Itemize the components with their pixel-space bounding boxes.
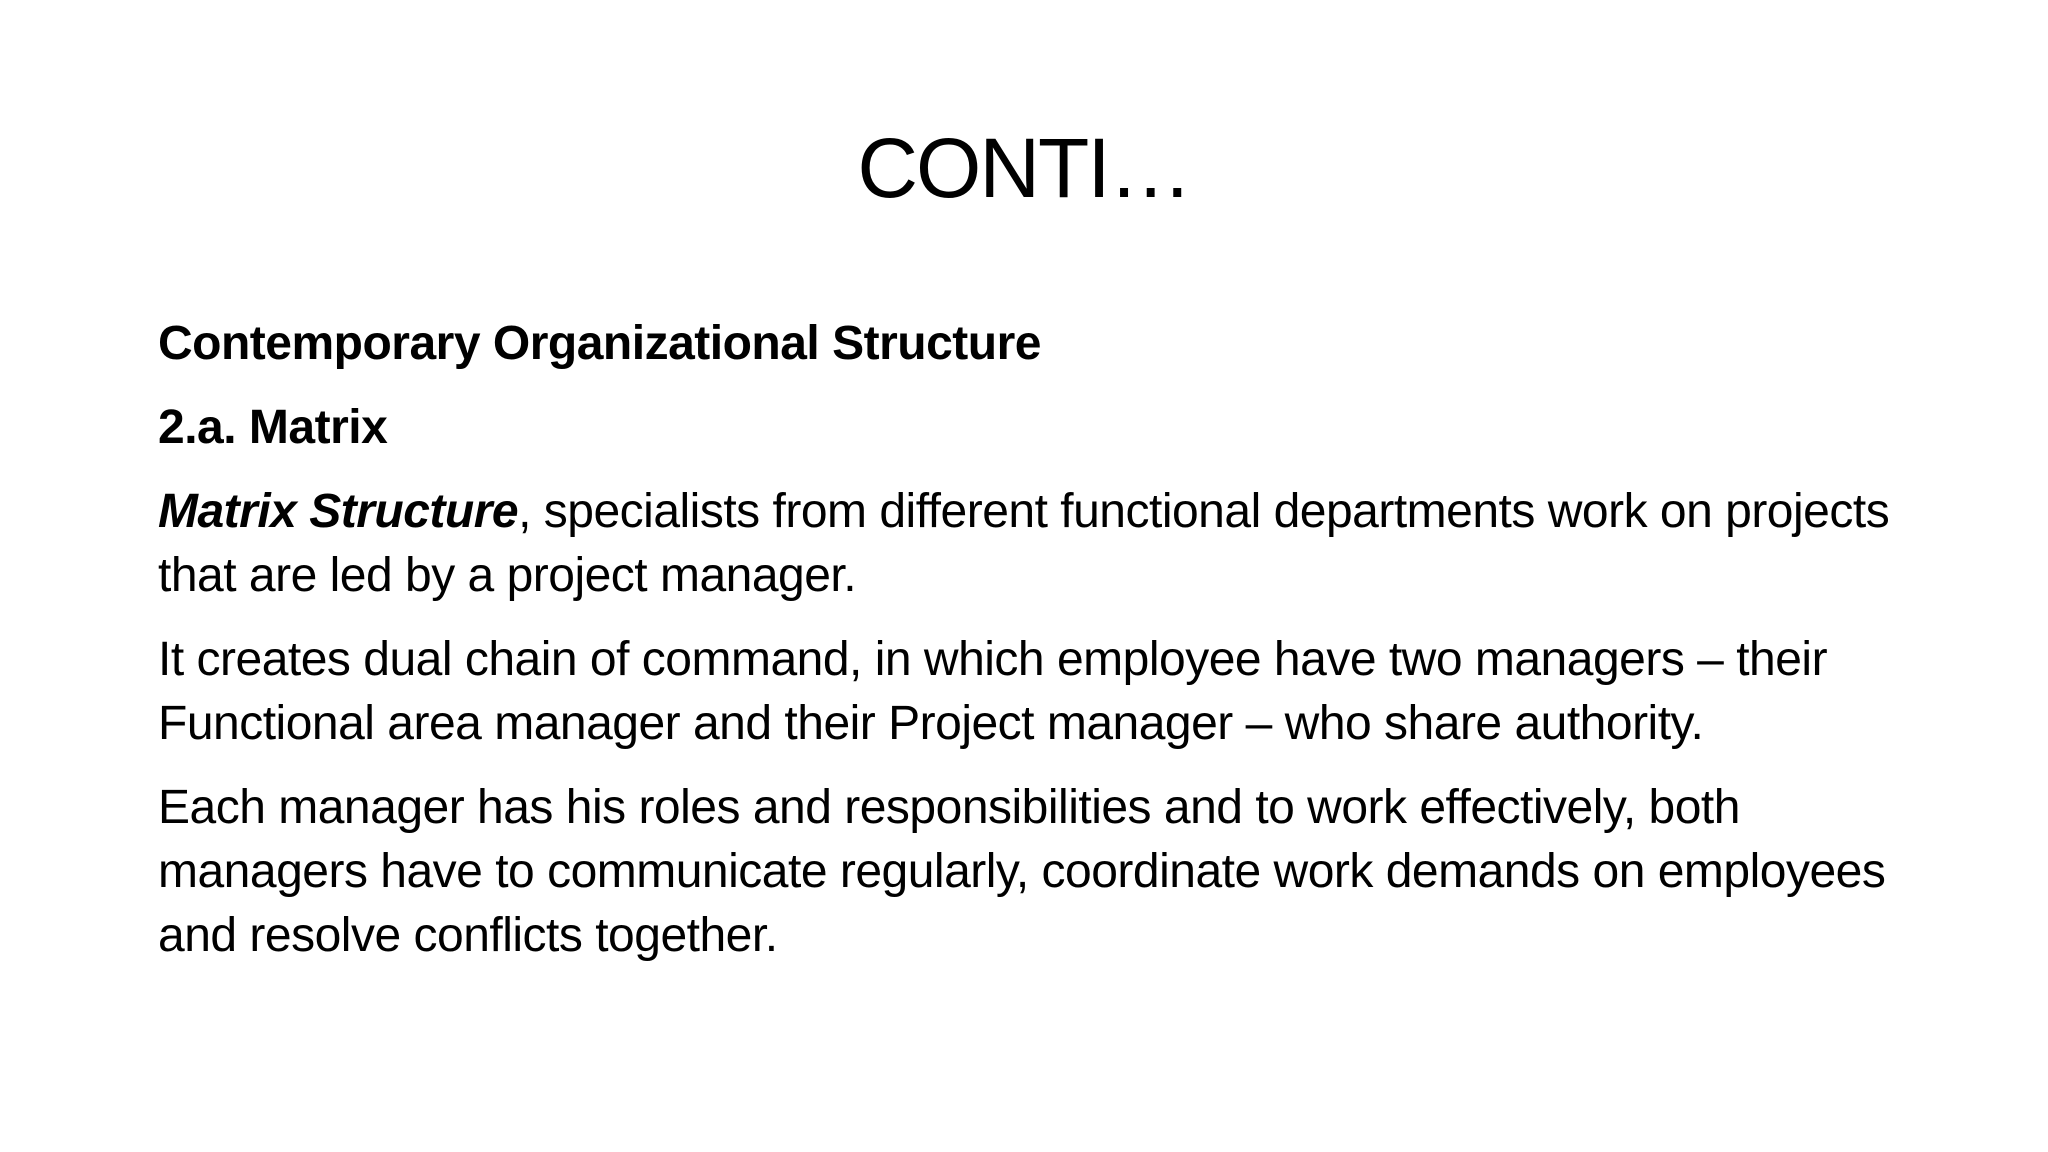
term-matrix-structure: Matrix Structure — [158, 485, 519, 538]
paragraph-manager-roles: Each manager has his roles and responsibilities and to work effectively, both managers have to communicate regularly, coordinate work demands on employees and resolve conflicts together. — [158, 781, 1886, 962]
paragraph-text: , specialists from different functional departments work on projects that are led by a project manager. — [158, 485, 1890, 602]
paragraph-dual-chain: It creates dual chain of command, in which employee have two managers – their Functional area manager and their Project manager – who share authority. — [158, 633, 1828, 750]
slide-title: CONTI… — [857, 121, 1191, 215]
slide-content — [158, 312, 1918, 988]
subsection-heading: 2.a. Matrix — [158, 401, 388, 454]
paragraph-matrix-definition — [158, 480, 1918, 608]
section-heading: Contemporary Organizational Structure — [158, 317, 1041, 370]
